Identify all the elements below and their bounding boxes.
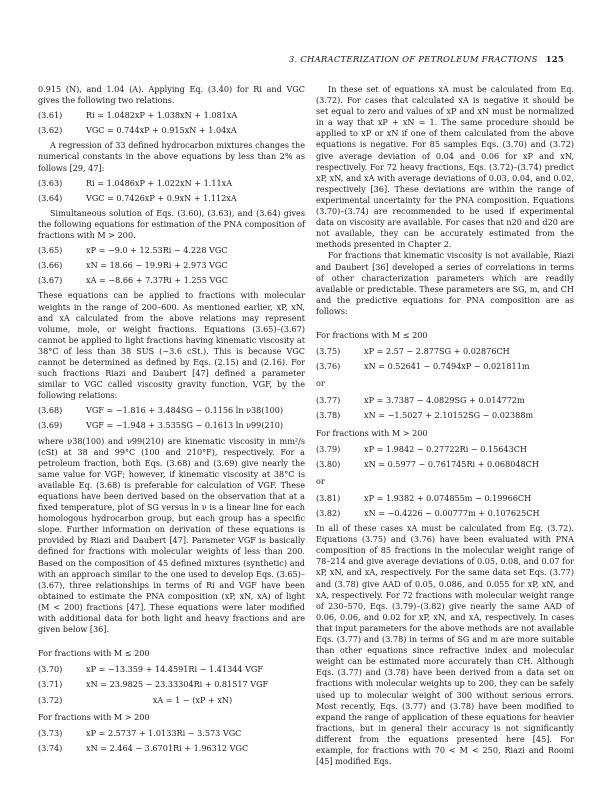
left-column — [38, 84, 305, 758]
paragraph: These equations can be applied to fractions with molecular weights in the range of 200–600. As mentioned earlier, xP, xN, and xA calculated from the above relations may represent volume, mole, or weight fractions. Equations (3.65)–(3.67) cannot be applied to light fractions having kinematic viscosity at 38°C of less than 38 SUS (~3.6 cSt.). This is because VGC cannot be determined as defined by Eqs. (2.15) and (2.16). For such fractions Riazi and Daubert [47] defined a parameter similar to VGC called viscosity gravity function, VGF, by the following relations: — [38, 290, 305, 401]
page-number: 125 — [545, 55, 564, 65]
section-label: For fractions with M > 200 — [316, 427, 428, 438]
equation-formula: xP = −9.0 + 12.53Ri − 4.228 VGC — [86, 245, 228, 256]
section-label: For fractions with M > 200 — [38, 711, 150, 722]
equation-number: (3.78) — [316, 410, 341, 421]
paragraph: In all of these cases xA must be calculated from Eq. (3.72). Equations (3.75) and (3.76) have been evaluated with PNA composition of 85 fractions in the molecular weight range of 78–214 and give average deviations of 0.05, 0.08, and 0.07 for xP, xN, and xA, respectively. For the same data set Eqs. (3.77) and (3.78) give AAD of 0.05, 0.086, and 0.055 for xP, xN, and xA, respectively. For 72 fractions with molecular weight range of 230–570, Eqs. (3.79)–(3.82) give nearly the same AAD of 0.06, 0.06, and 0.02 for xP, xN, and xA, respectively. In cases that input parameters for the above methods are not available Eqs. (3.77) and (3.78) in terms of SG and m are more suitable than other equations since refractive index and molecular weight can be estimated more accurately than CH. Although Eqs. (3.77) and (3.78) have been derived from a data set on fractions with molecular weights up to 200, they can be safely used up to molecular weight of 300 without serious errors. Most recently, Eqs. (3.77) and (3.78) have been modified to expand the range of application of these equations for heavier fractions, but in general their accuracy is not significantly different from the equations presented here [45]. For example, for fractions with 70 < M < 250, Riazi and Roomi [45] modified Eqs. — [316, 523, 574, 767]
equation — [38, 125, 305, 136]
equation-formula: xN = 23.9825 − 23.33304Ri + 0.81517 VGF — [86, 679, 269, 690]
equation — [38, 110, 305, 121]
equation-number: (3.65) — [38, 245, 63, 256]
equation — [38, 260, 305, 271]
equation-formula: VGF = −1.948 + 3.535SG − 0.1613 ln ν99(210) — [86, 420, 284, 431]
spacer — [316, 317, 574, 324]
paragraph: where ν38(100) and ν99(210) are kinematic viscosity in mm²/s (cSt) at 38 and 99°C (100 and 210°F), respectively. For a petroleum fraction, both Eqs. (3.68) and (3.69) give nearly the same value for VGF; however, if kinematic viscosity at 38°C is available Eq. (3.68) is preferable for calculation of VGF. These equations have been derived based on the observation that at a fixed temperature, plot of SG versus ln ν is a linear line for each homologous hydrocarbon group, but each group has a specific slope. Further information on derivation of these equations is provided by Riazi and Daubert [47]. Parameter VGF is basically defined for fractions with molecular weights of less than 200. Based on the composition of 45 defined mixtures (synthetic) and with an approach similar to the one used to develop Eqs. (3.65)–(3.67), three relationships in terms of Ri and VGF have been obtained to estimate the PNA composition (xP, xN, xA) of light (M < 200) fractions [47]. These equations were later modified with additional data for both light and heavy fractions and are given below [36]. — [38, 435, 305, 635]
equation-number: (3.80) — [316, 458, 341, 469]
equation-formula: Ri = 1.0486xP + 1.022xN + 1.11xA — [86, 177, 233, 188]
paragraph: Simultaneous solution of Eqs. (3.60), (3.63), and (3.64) gives the following equations for estimation of the PNA composition of fractions with M > 200. — [38, 207, 305, 241]
equation-number: (3.74) — [38, 742, 63, 753]
equation — [38, 695, 305, 706]
or-separator: or — [316, 475, 325, 486]
paragraph: 0.915 (N), and 1.04 (A). Applying Eq. (3.40) for Ri and VGC gives the following two relations. — [38, 84, 305, 106]
equation — [316, 444, 574, 455]
equation — [316, 493, 574, 504]
equation-number: (3.64) — [38, 192, 63, 203]
equation — [38, 245, 305, 256]
equation-number: (3.72) — [38, 694, 63, 705]
equation — [38, 275, 305, 286]
or-separator: or — [316, 378, 325, 389]
equation-formula: xA = −8.66 + 7.37Ri + 1.255 VGC — [86, 275, 228, 286]
equation-formula: xN = 0.52641 − 0.7494xP − 0.021811m — [364, 361, 530, 372]
equation-formula: xA = 1 − (xP + xN) — [152, 694, 233, 705]
right-column — [316, 84, 574, 767]
equation-formula: xN = 2.464 − 3.6701Ri + 1.96312 VGC — [86, 742, 249, 753]
equation-formula: xP = 1.9842 − 0.27722Ri − 0.15643CH — [364, 443, 527, 454]
equation-formula: xN = −0.4226 − 0.00777m + 0.107625CH — [364, 508, 540, 518]
equation-number: (3.66) — [38, 260, 63, 271]
equation-number: (3.61) — [38, 110, 63, 121]
section-label: For fractions with M ≤ 200 — [316, 329, 428, 340]
equation-formula: xP = 2.57 − 2.877SG + 0.02876CH — [364, 346, 510, 357]
equation-number: (3.75) — [316, 346, 341, 357]
equation-number: (3.68) — [38, 405, 63, 416]
equation-number: (3.70) — [38, 664, 63, 675]
equation-formula: xP = 2.5737 + 1.0133Ri − 3.573 VGC — [86, 727, 242, 738]
equation — [316, 361, 574, 372]
equation-formula: Ri = 1.0482xP + 1.038xN + 1.081xA — [86, 110, 238, 121]
section-label: For fractions with M ≤ 200 — [38, 648, 150, 659]
equation — [38, 405, 305, 416]
equation-formula: VGC = 0.7426xP + 0.9xN + 1.112xA — [86, 192, 237, 203]
equation-number: (3.63) — [38, 177, 63, 188]
equation — [316, 346, 574, 357]
paragraph: For fractions that kinematic viscosity is not available, Riazi and Daubert [36] developed a series of correlations in terms of other characterization parameters which are readily available or predictable. These parameters are SG, m, and CH and the predictive equations for PNA composition are as follows: — [316, 250, 574, 316]
header-title: 3. CHARACTERIZATION OF PETROLEUM FRACTIONS — [288, 55, 538, 65]
running-header — [40, 55, 564, 65]
equation — [316, 410, 574, 421]
equation — [38, 178, 305, 189]
paragraph: A regression of 33 defined hydrocarbon mixtures changes the numerical constants in the above equations by less than 2% as follows [29, 47]: — [38, 140, 305, 173]
equation-number: (3.77) — [316, 395, 341, 406]
equation — [316, 395, 574, 406]
equation — [316, 459, 574, 470]
equation-number: (3.82) — [316, 508, 341, 518]
spacer — [38, 635, 305, 642]
equation-formula: xP = −13.359 + 14.4591Ri − 1.41344 VGF — [86, 664, 264, 675]
equation — [316, 508, 574, 519]
equation-number: (3.73) — [38, 727, 63, 738]
equation — [38, 743, 305, 754]
equation — [38, 664, 305, 675]
equation-formula: xN = −1.5027 + 2.10152SG − 0.02388m — [364, 410, 534, 421]
equation-formula: VGC = 0.744xP + 0.915xN + 1.04xA — [86, 125, 237, 136]
equation-number: (3.67) — [38, 275, 63, 286]
equation-formula: xN = 18.66 − 19.9Ri + 2.973 VGC — [86, 260, 228, 271]
equation — [38, 679, 305, 690]
equation-number: (3.76) — [316, 361, 341, 372]
equation-formula: VGF = −1.816 + 3.484SG − 0.1156 ln ν38(100) — [86, 405, 284, 416]
equation — [38, 728, 305, 739]
equation-formula: xP = 1.9382 + 0.074855m − 0.19966CH — [364, 492, 532, 503]
equation — [38, 193, 305, 204]
equation-number: (3.69) — [38, 420, 63, 431]
paragraph: In these set of equations xA must be calculated from Eq. (3.72). For cases that calculated xA is negative it should be set equal to zero and values of xP and xN must be normalized in a way that xP + xN = 1. The same procedure should be applied to xP or xN if one of them calculated from the above equations is negative. For 85 samples Eqs. (3.70) and (3.72) give average deviation of 0.04 and 0.06 for xP and xN, respectively. For 72 heavy fractions, Eqs. (3.72)–(3.74) predict xP, xN, and xA with average deviations of 0.03, 0.04, and 0.02, respectively [36]. These deviations are within the range of experimental uncertainty for the PNA composition. Equations (3.70)–(3.74) are recommended to be used if experimental data on viscosity are available. For cases that n20 and d20 are not available, they can be accurately estimated from the methods presented in Chapter 2. — [316, 84, 574, 250]
equation-number: (3.62) — [38, 125, 63, 136]
equation-number: (3.71) — [38, 679, 63, 690]
equation — [38, 420, 305, 431]
equation-formula: xP = 3.7387 − 4.0829SG + 0.014772m — [364, 395, 525, 406]
equation-number: (3.79) — [316, 443, 341, 454]
equation-number: (3.81) — [316, 492, 341, 503]
equation-formula: xN = 0.5977 − 0.761745Ri + 0.068048CH — [364, 458, 539, 469]
